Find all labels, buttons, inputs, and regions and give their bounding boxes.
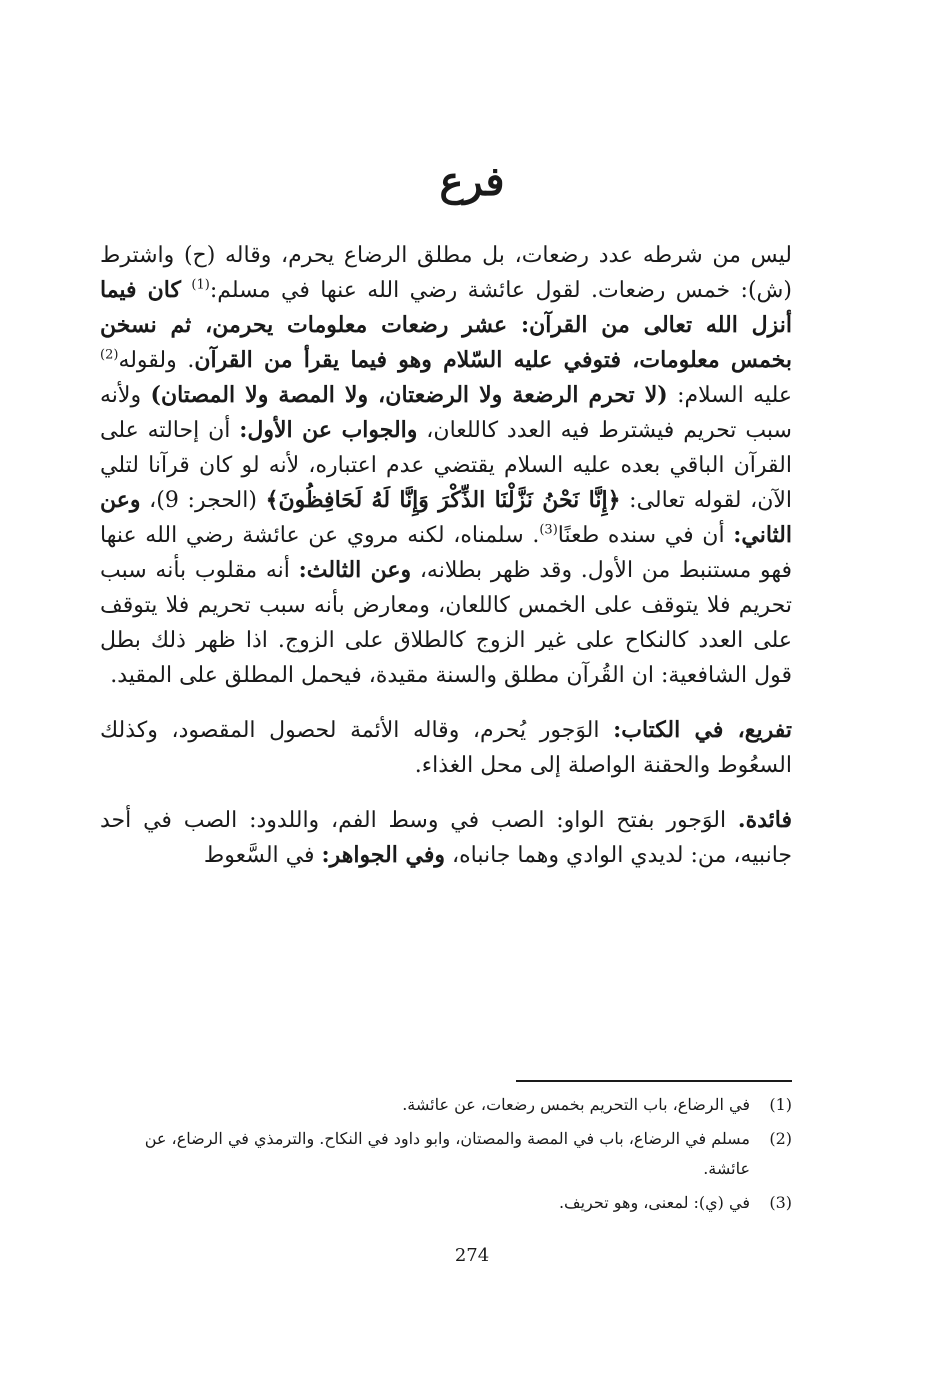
text-run: ولأنه سبب تحريم فيشترط فيه العدد كاللعان، — [100, 383, 792, 443]
footnote-divider — [516, 1080, 792, 1082]
footnote-text: في الرضاع، باب التحريم بخمس رضعات، عن عائشة. — [402, 1095, 750, 1114]
footnote-3 — [100, 1188, 792, 1218]
bold-phrase: وعن الثاني: — [100, 487, 792, 548]
text-run: الوَجور يُحرم، وقاله الأئمة لحصول المقصود، وكذلك السعُوط والحقنة الواصلة إلى محل الغذاء. — [100, 718, 792, 778]
footnote-marker: (1) — [769, 1095, 792, 1114]
page-number: 274 — [454, 1245, 490, 1266]
text-run: . ولقوله — [118, 348, 195, 373]
bold-phrase: وعن الثالث: — [298, 557, 412, 583]
footnote-ref-2: (2) — [100, 347, 119, 363]
footnote-1 — [100, 1090, 792, 1120]
main-text — [100, 238, 792, 873]
text-run: ليس من شرطه عدد رضعات، بل مطلق الرضاع يحرم، وقاله (ح) واشترط (ش): خمس رضعات. لقول عائشة رضي الله عنها في مسلم: — [100, 243, 792, 303]
hadith-quote: كان فيما أنزل الله تعالى من القرآن: عشر رضعات معلومات يحرمن، ثم نسخن بخمس معلومات، فتوفي عليه السّلام وهو فيما يقرأ من القرآن — [100, 277, 792, 373]
bold-phrase: والجواب عن الأول: — [239, 417, 418, 443]
text-run: الوَجور بفتح الواو: الصب في وسط الفم، واللدود: الصب في أحد جانبيه، من: لديدي الوادي وهما جانباه، — [100, 808, 792, 868]
text-run: عليه السلام: — [667, 383, 792, 408]
section-heading: فرع — [439, 158, 505, 205]
footnote-marker: (3) — [769, 1193, 792, 1212]
footnote-ref-1: (1) — [191, 277, 210, 293]
footnote-text: مسلم في الرضاع، باب في المصة والمصتان، وابو داود في النكاح. والترمذي في الرضاع، عن عائشة. — [144, 1129, 750, 1178]
paragraph-2 — [100, 713, 792, 783]
footnote-2 — [100, 1124, 792, 1184]
footnote-text: في (ي): لمعنى، وهو تحريف. — [558, 1193, 750, 1212]
text-run: أنه مقلوب بأنه سبب تحريم فلا يتوقف على الخمس كاللعان، ومعارض بأنه سبب تحريم فلا يتوقف على العدد كالنكاح على غير الزوج كالطلاق على الزوج. اذا ظهر ذلك بطل قول الشافعية: ان القُرآن مطلق والسنة مقيدة، فيحمل المطلق على المقيد. — [100, 558, 792, 688]
quran-verse: ﴿إِنَّا نَحْنُ نَزَّلْنَا الذِّكْرَ وَإِنَّا لَهُ لَحَافِظُونَ﴾ — [265, 487, 621, 513]
text-run: . سلمناه، لكنه مروي عن عائشة رضي الله عنها فهو مستنبط من الأول. وقد ظهر بطلانه، — [100, 523, 792, 583]
footnote-marker: (2) — [769, 1129, 792, 1148]
footnotes — [100, 1090, 792, 1222]
text-run: أن إحالته على القرآن الباقي بعده عليه السلام يقتضي عدم اعتباره، لأنه لو كان قرآنا لتلي الآن، لقوله تعالى: — [100, 418, 793, 513]
footnote-ref-3: (3) — [539, 522, 558, 538]
bold-phrase: تفريع، في الكتاب: — [613, 717, 792, 743]
paragraph-3 — [100, 803, 792, 873]
text-run: في السَّعوط — [203, 843, 322, 868]
bold-phrase: وفي الجواهر: — [321, 842, 445, 868]
text-run: أن في سنده طعنًا — [557, 523, 734, 548]
text-run: (الحجر: 9)، — [140, 488, 266, 513]
bold-phrase: فائدة. — [737, 807, 792, 833]
paragraph-1 — [100, 238, 792, 693]
hadith-quote: (لا تحرم الرضعة ولا الرضعتان، ولا المصة ولا المصتان) — [150, 382, 668, 408]
